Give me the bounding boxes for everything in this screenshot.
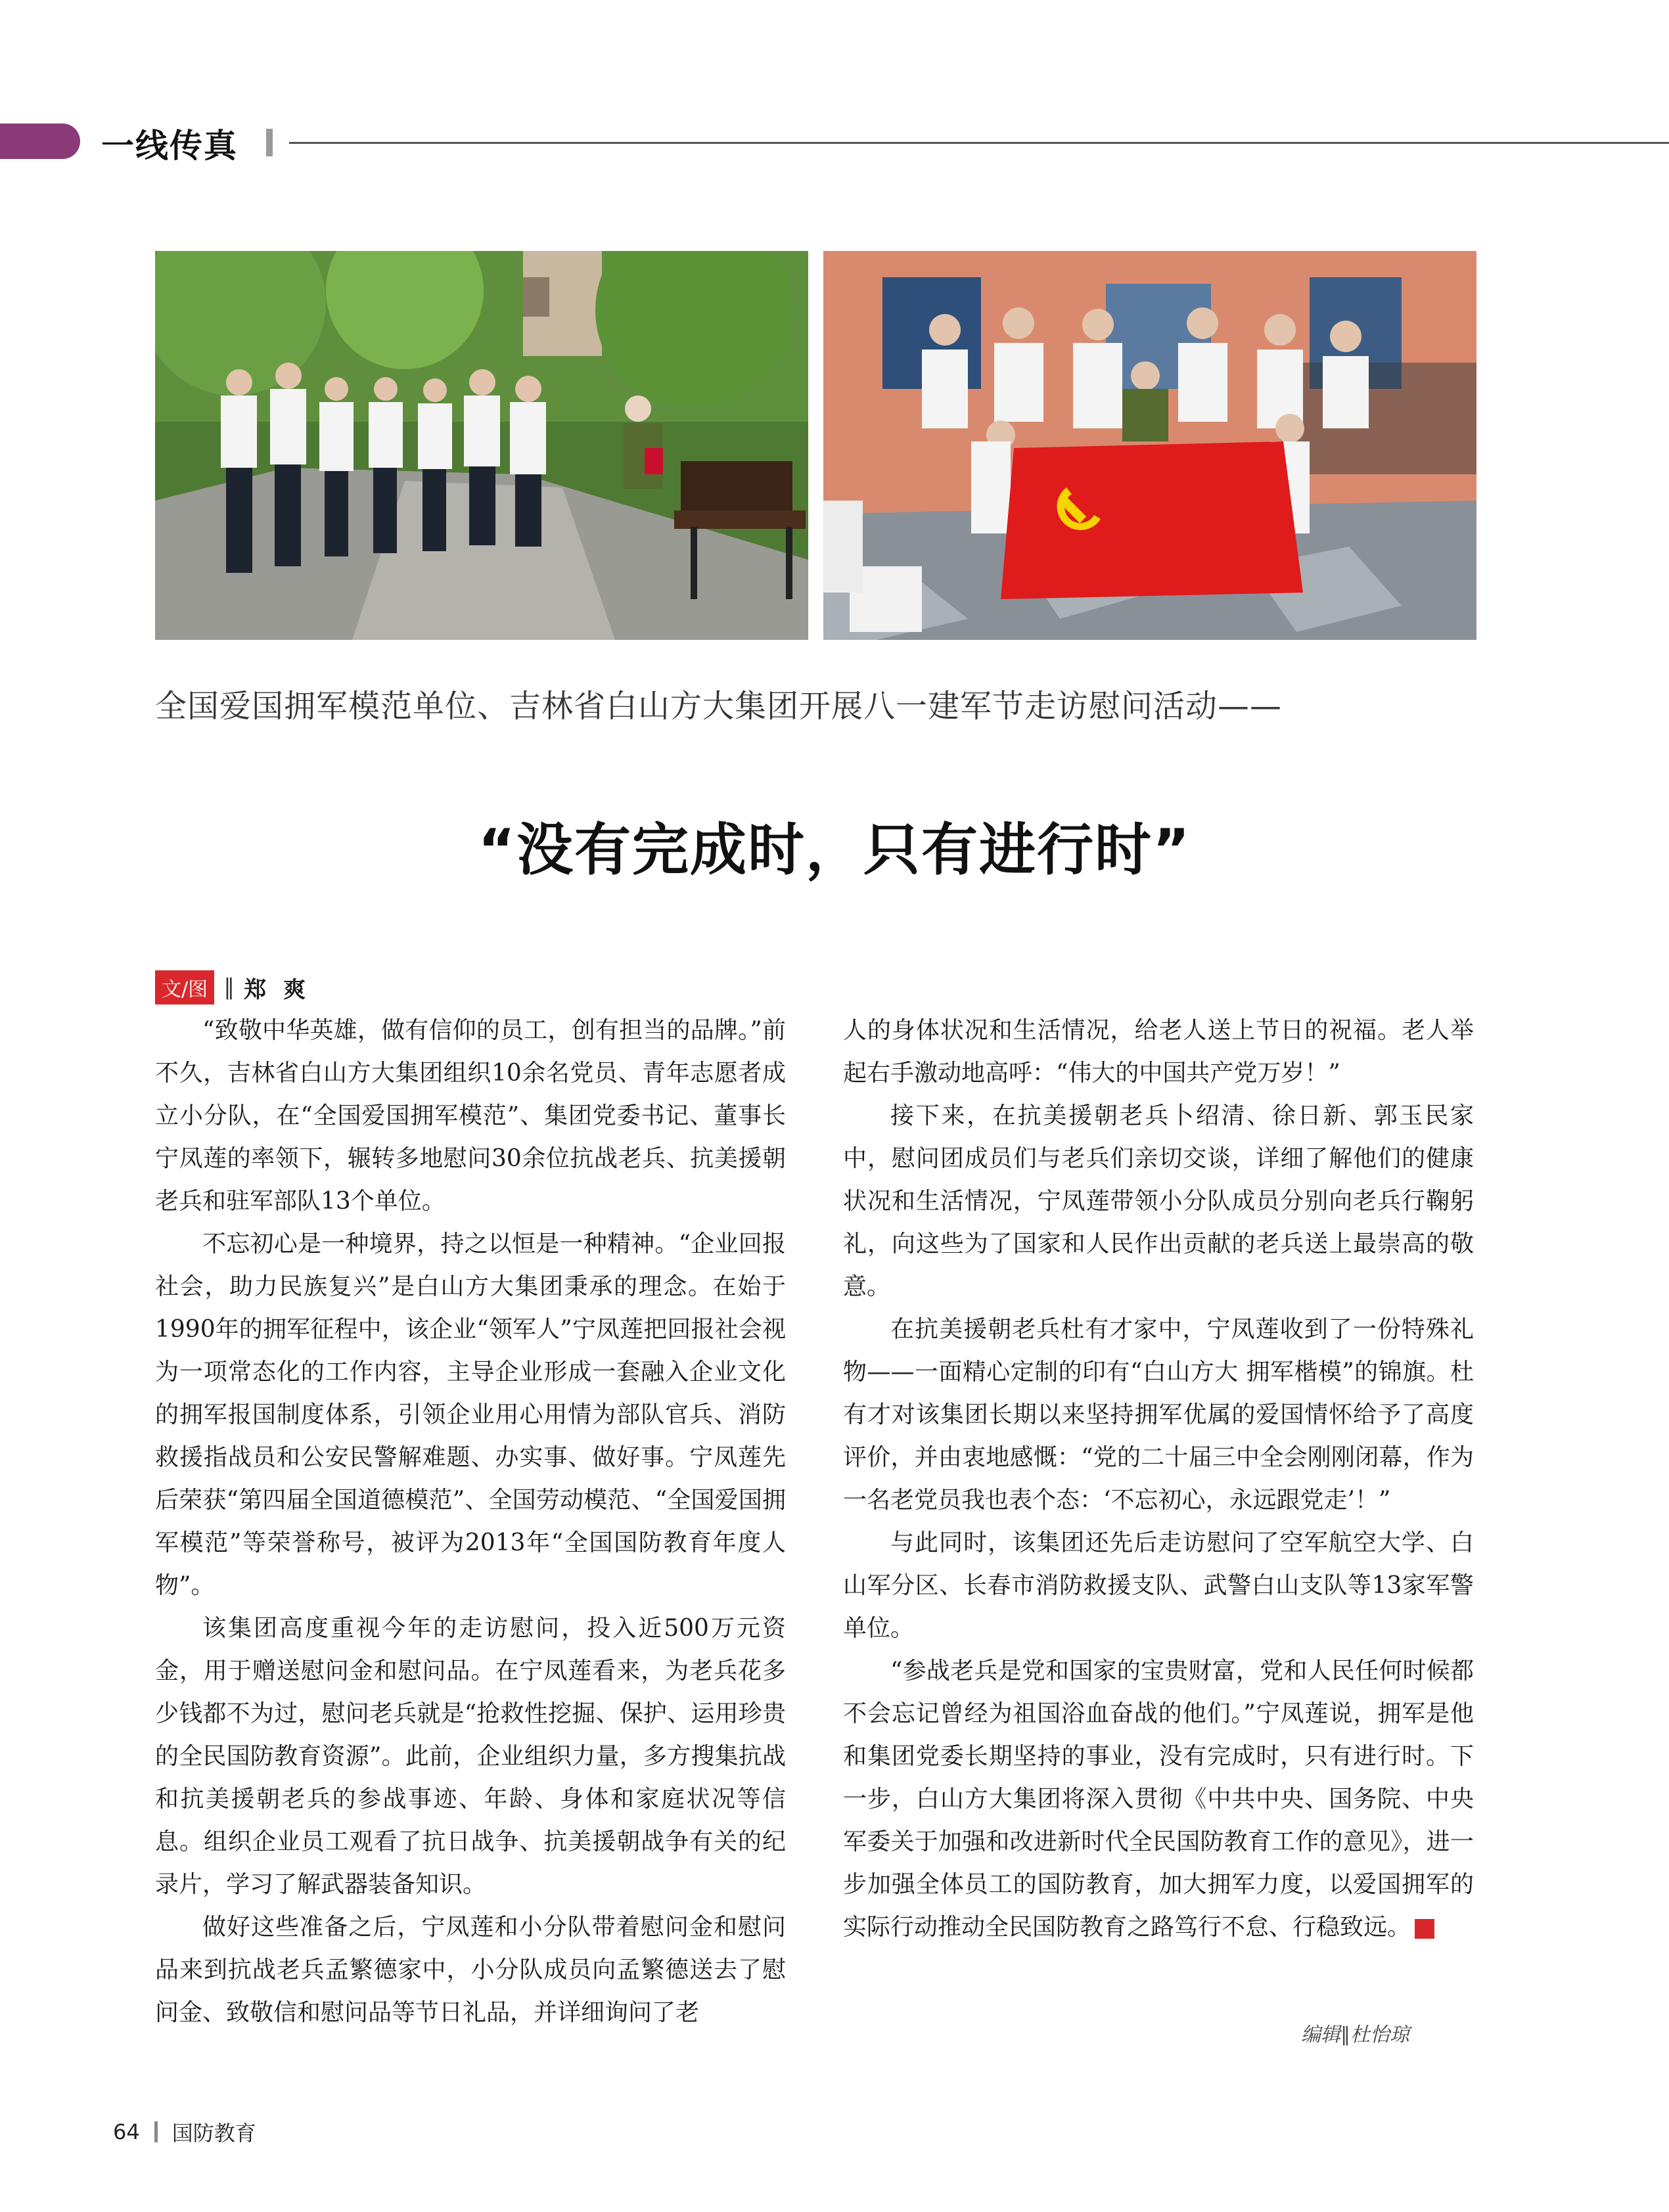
section-title: 一线传真 — [101, 127, 238, 165]
article-title: “没有完成时，只有进行时” — [478, 817, 1191, 883]
paragraph: 在抗美援朝老兵杜有才家中，宁凤莲收到了一份特殊礼物——一面精心定制的印有“白山方大 拥军楷模”的锦旗。杜有才对该集团长期以来坚持拥军优属的爱国情怀给予了高度评价，并由衷地感慨：“党的二十届三中全会刚刚闭幕，作为一名老党员我也表个态：‘不忘初心，永远跟党走’！” — [843, 1316, 1474, 1514]
footer-divider — [154, 2121, 158, 2142]
article-subtitle: 全国爱国拥军模范单位、吉林省白山方大集团开展八一建军节走访慰问活动—— — [155, 688, 1283, 725]
editor-credit: 编辑∥杜怡琼 — [1301, 2023, 1409, 2046]
byline — [155, 972, 323, 1003]
paragraph: 人的身体状况和生活情况，给老人送上节日的祝福。老人举起右手激动地高呼：“伟大的中国共产党万岁！” — [843, 1017, 1474, 1087]
paragraph-text: “参战老兵是党和国家的宝贵财富，党和人民任何时候都不会忘记曾经为祖国浴血奋战的他们。”宁凤莲说，拥军是他和集团党委长期坚持的事业，没有完成时，只有进行时。下一步，白山方大集团将深入贯彻《中共中央、国务院、中央军委关于加强和改进新时代全民国防教育工作的意见》，进一步加强全体员工的国防教育，加大拥军力度，以爱国拥军的实际行动推动全民国防教育之路笃行不怠、行稳致远。 — [843, 1658, 1474, 1941]
paragraph-last — [843, 1650, 1474, 1949]
end-mark-icon: G — [1415, 1919, 1434, 1939]
paragraph: 不忘初心是一种境界，持之以恒是一种精神。“企业回报社会，助力民族复兴”是白山方大集团秉承的理念。在始于1990年的拥军征程中，该企业“领军人”宁凤莲把回报社会视为一项常态化的工作内容，主导企业形成一套融入企业文化的拥军报国制度体系，引领企业用心用情为部队官兵、消防救援指战员和公安民警解难题、办实事、做好事。宁凤莲先后荣获“第四届全国道德模范”、全国劳动模范、“全国爱国拥军模范”等荣誉称号，被评为2013年“全国国防教育年度人物”。 — [155, 1230, 786, 1599]
header-rule — [289, 142, 1669, 144]
article-column-right — [843, 1009, 1474, 1949]
byline-tag: 文/图 — [155, 970, 214, 1004]
byline-separator: ∥ — [223, 974, 235, 1001]
page-number: 64 — [113, 2119, 140, 2144]
paragraph: “致敬中华英雄，做有信仰的员工，创有担当的品牌。”前不久，吉林省白山方大集团组织10余名党员、青年志愿者成立小分队，在“全国爱国拥军模范”、集团党委书记、董事长宁凤莲的率领下，辗转多地慰问30余位抗战老兵、抗美援朝老兵和驻军部队13个单位。 — [155, 1017, 786, 1215]
byline-author: 郑爽 — [244, 976, 323, 1003]
magazine-name: 国防教育 — [171, 2121, 256, 2146]
section-tab-marker — [0, 124, 80, 159]
photo-group-with-flag — [823, 251, 1476, 640]
photo-park-visit — [155, 251, 808, 640]
article-column-left — [155, 1009, 786, 2034]
paragraph: 接下来，在抗美援朝老兵卜绍清、徐日新、郭玉民家中，慰问团成员们与老兵们亲切交谈，详细了解他们的健康状况和生活情况，宁凤莲带领小分队成员分别向老兵行鞠躬礼，向这些为了国家和人民作出贡献的老兵送上最崇高的敬意。 — [843, 1102, 1474, 1300]
paragraph: 做好这些准备之后，宁凤莲和小分队带着慰问金和慰问品来到抗战老兵孟繁德家中，小分队成员向孟繁德送去了慰问金、致敬信和慰问品等节日礼品，并详细询问了老 — [155, 1914, 786, 2026]
page-footer — [113, 2117, 256, 2147]
paragraph: 与此同时，该集团还先后走访慰问了空军航空大学、白山军分区、长春市消防救援支队、武警白山支队等13家军警单位。 — [843, 1529, 1474, 1642]
paragraph: 该集团高度重视今年的走访慰问，投入近500万元资金，用于赠送慰问金和慰问品。在宁凤莲看来，为老兵花多少钱都不为过，慰问老兵就是“抢救性挖掘、保护、运用珍贵的全民国防教育资源”。此前，企业组织力量，多方搜集抗战和抗美援朝老兵的参战事迹、年龄、身体和家庭状况等信息。组织企业员工观看了抗日战争、抗美援朝战争有关的纪录片，学习了解武器装备知识。 — [155, 1615, 786, 1898]
section-title-bar — [266, 129, 273, 156]
